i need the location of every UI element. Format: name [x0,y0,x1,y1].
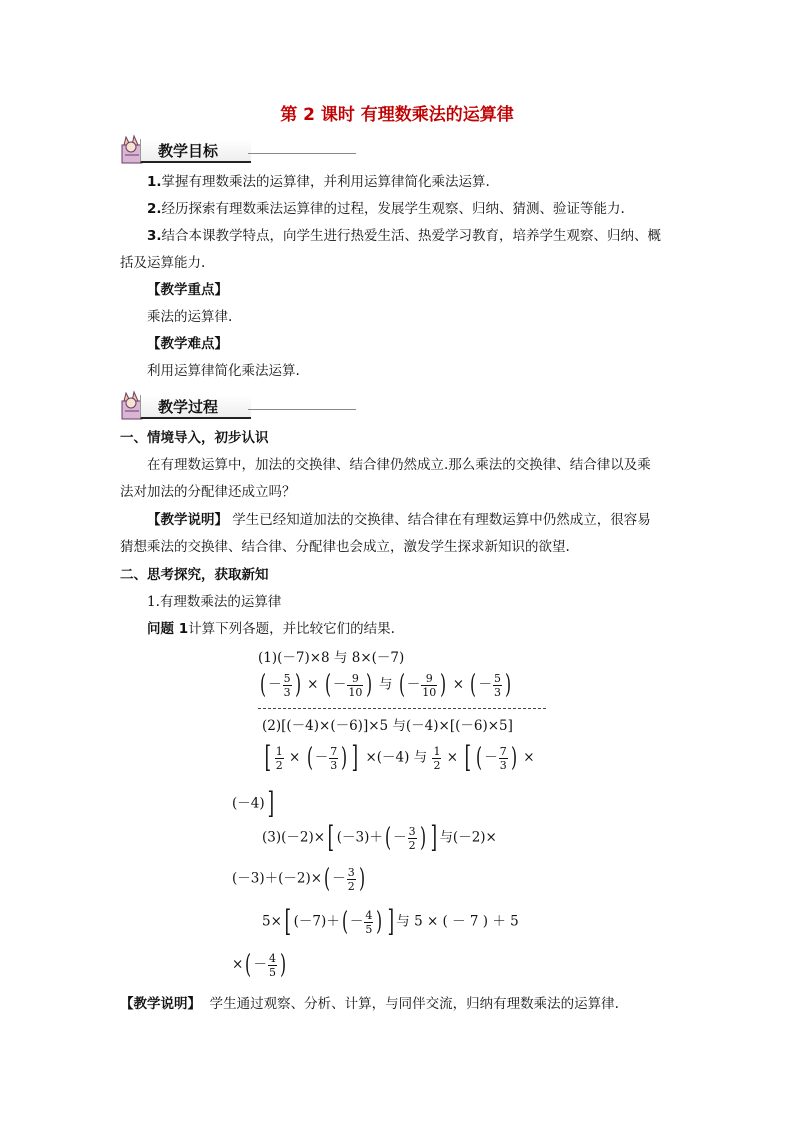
note-2: 【教学说明】 学生通过观察、分析、计算，与同伴交流，归纳有理数乘法的运算律. [120,996,619,1012]
subsection-1: 1.有理数乘法的运算律 [147,594,282,610]
part1-para-1: 在有理数运算中，加法的交换律、结合律仍然成立.那么乘法的交换律、结合律以及乘 [147,457,651,473]
section-heading-goals [118,133,258,165]
expr-5: (－4)] [232,786,274,821]
expr-1: (1)(－7)×8 与 8×(－7) [258,650,405,666]
goal-3: 3.结合本课教学特点，向学生进行热爱生活、热爱学习教育，培养学生观察、归纳、概 [147,228,662,244]
expr-4: [ $\frac{1}{2}$ × ( － $\frac{7}{3}$ ) ] ×(－4) 与 $\frac{1}{2}$ × [ ( － $\frac{7}{3}$ ) × [264,740,535,775]
dotted-rule [258,708,546,709]
goal-2: 2.经历探索有理数乘法运算律的过程，发展学生观察、归纳、猜测、验证等能力. [147,201,625,217]
key-point-label: 【教学重点】 [147,282,228,298]
expr-9: ×( － $\frac{4}{5}$ ) [232,950,287,980]
goal-3-cont: 括及运算能力. [120,255,206,271]
expr-8: 5×[ (－7)＋( － $\frac{4}{5}$ ) ] 与 5 × ( － 7 ) ＋ 5 [262,904,519,939]
goal-1: 1.掌握有理数乘法的运算律，并利用运算律简化乘法运算. [147,174,490,190]
note-1-cont: 猜想乘法的交换律、结合律、分配律也会成立，激发学生探求新知识的欲望. [120,539,570,555]
difficulty: 利用运算律简化乘法运算. [147,363,300,379]
heading-rule [248,153,356,154]
heading-rule [248,409,356,410]
part1-title: 一、情境导入，初步认识 [120,430,269,446]
expr-6: (3)(－2)×[ (－3)＋( － $\frac{3}{2}$ ) ] 与(－2)× [262,820,497,855]
note-1: 【教学说明】 学生已经知道加法的交换律、结合律在有理数运算中仍然成立，很容易 [147,512,651,528]
question-1: 问题 1计算下列各题，并比较它们的结果. [147,621,395,637]
section-heading-process [118,389,258,421]
expr-7: (－3)＋(－2)×( － $\frac{3}{2}$ ) [232,864,365,894]
key-point: 乘法的运算律. [147,309,233,325]
heading-label: 教学过程 [158,398,219,416]
expr-2: ( － $\frac{5}{3}$ ) × ( － $\frac{9}{10}$ ) 与 ( － $\frac{9}{10}$ ) × ( － $\frac{5}{3}$ ) [260,670,512,700]
part2-title: 二、思考探究，获取新知 [120,567,269,583]
part1-para-2: 法对加法的分配律还成立吗？ [120,484,296,500]
page-title: 第 2 课时 有理数乘法的运算律 [280,105,514,125]
expr-3: (2)[(－4)×(－6)]×5 与(－4)×[(－6)×5] [262,718,513,734]
difficulty-label: 【教学难点】 [147,336,228,352]
heading-label: 教学目标 [158,142,219,160]
